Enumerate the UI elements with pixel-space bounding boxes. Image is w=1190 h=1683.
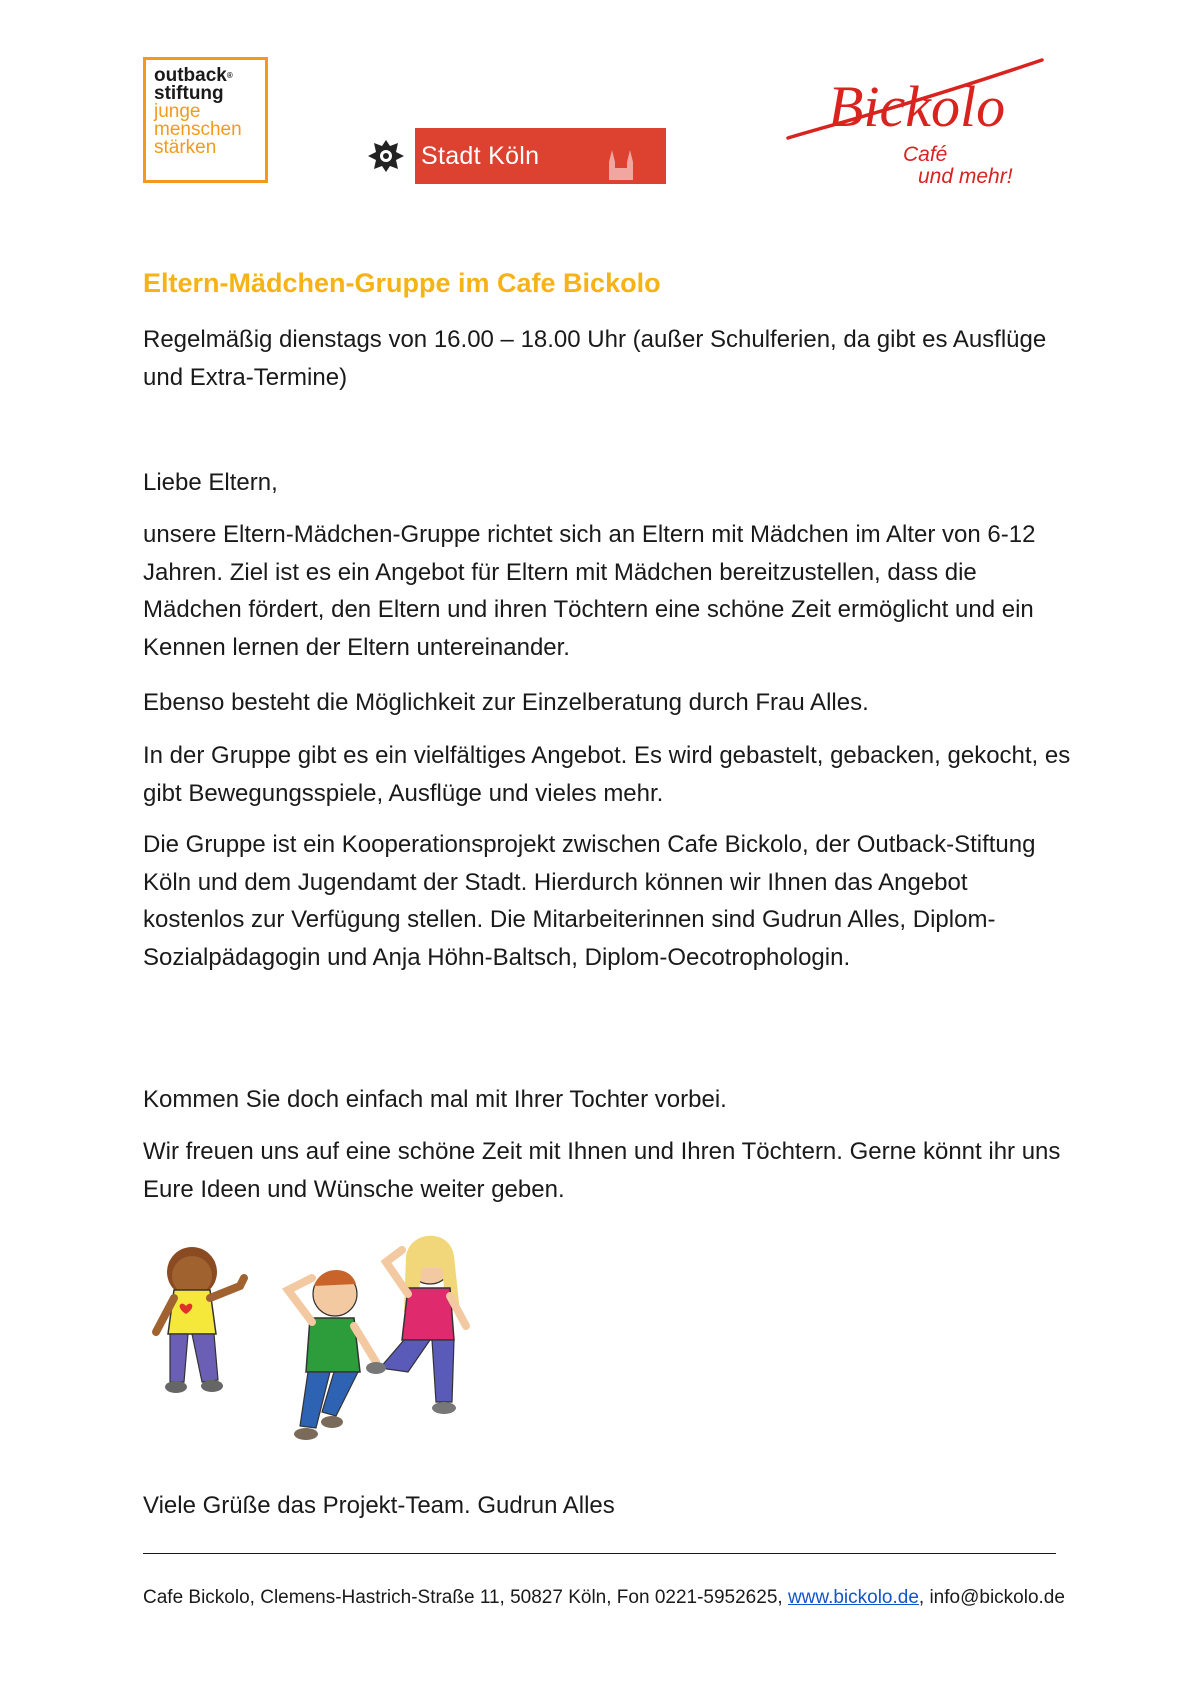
dancing-kids-illustration [140, 1222, 510, 1462]
paragraph-intro: unsere Eltern-Mädchen-Gruppe richtet sich an Eltern mit Mädchen im Alter von 6-12 Jahren. Ziel ist es ein Angebot für Eltern mit Mädchen bereitzustellen, dass die Mädchen fördert, den Eltern und ihren Töchtern eine schöne Zeit ermöglicht und ein Kennen lernen der Eltern untereinander. [143, 521, 1036, 661]
signature-text: Viele Grüße das Projekt-Team. Gudrun Alles [143, 1492, 615, 1519]
outback-stiftung-logo [143, 57, 268, 183]
bickolo-logo [780, 58, 1050, 193]
kid-green-shirt-icon [288, 1270, 376, 1440]
footer-divider [143, 1553, 1056, 1554]
outback-line4: menschen [154, 119, 242, 140]
outback-line1: outback [154, 65, 227, 86]
greeting-text: Liebe Eltern, [143, 469, 278, 496]
kid-pink-shirt-icon [366, 1236, 466, 1414]
paragraph-cooperation: Die Gruppe ist ein Kooperationsprojekt zwischen Cafe Bickolo, der Outback-Stiftung Köln und dem Jugendamt der Stadt. Hierdurch können wir Ihnen das Angebot kostenlos zur Verfügung stellen. Die Mitarbeiterinnen sind Gudrun Alles, Diplom-Sozialpädagogin und Anja Höhn-Baltsch, Diplom-Oecotrophologin. [143, 831, 1036, 971]
city-crest-icon [357, 128, 415, 184]
bickolo-name: Bickolo [828, 74, 1006, 139]
bickolo-script-icon [780, 58, 1050, 148]
cathedral-icon [604, 148, 638, 180]
outback-line5: stärken [154, 137, 217, 158]
footer-contact [143, 1587, 1065, 1609]
registered-mark: ® [226, 71, 233, 80]
bickolo-sub2: und mehr! [918, 165, 1013, 188]
footer-email: , info@bickolo.de [918, 1587, 1065, 1608]
stadt-koeln-logo [357, 128, 666, 184]
stadt-koeln-text: Stadt Köln [421, 141, 540, 170]
outback-line2: stiftung [154, 83, 224, 104]
kid-yellow-shirt-icon [156, 1247, 244, 1393]
paragraph-consultation: Ebenso besteht die Möglichkeit zur Einzelberatung durch Frau Alles. [143, 689, 869, 716]
schedule-text: Regelmäßig dienstags von 16.00 – 18.00 Uhr (außer Schulferien, da gibt es Ausflüge und Extra-Termine) [143, 326, 1047, 391]
outback-line3: junge [154, 101, 201, 122]
paragraph-activities: In der Gruppe gibt es ein vielfältiges Angebot. Es wird gebastelt, gebacken, gekocht, es gibt Bewegungsspiele, Ausflüge und vieles mehr. [143, 742, 1071, 807]
website-link[interactable]: www.bickolo.de [787, 1587, 919, 1608]
document-title: Eltern-Mädchen-Gruppe im Cafe Bickolo [143, 268, 661, 298]
footer-address: Cafe Bickolo, Clemens-Hastrich-Straße 11, 50827 Köln, Fon 0221-5952625, [143, 1587, 788, 1608]
invite-text: Kommen Sie doch einfach mal mit Ihrer Tochter vorbei. [143, 1086, 727, 1113]
bickolo-sub1: Café [903, 143, 948, 166]
closing-paragraph: Wir freuen uns auf eine schöne Zeit mit Ihnen und Ihren Töchtern. Gerne könnt ihr uns Eure Ideen und Wünsche weiter geben. [143, 1138, 1061, 1203]
